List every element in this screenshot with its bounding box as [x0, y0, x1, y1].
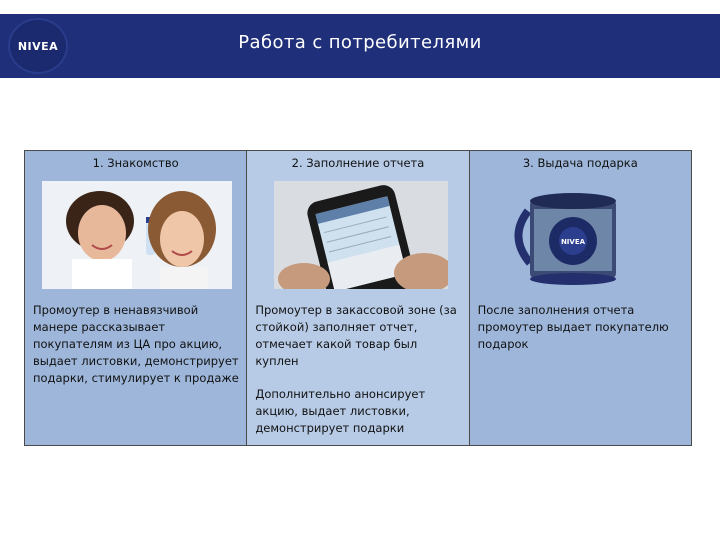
step-text: Дополнительно анонсирует акцию, выдает листовки, демонстрирует подарки: [255, 387, 426, 435]
step-heading: 1. Знакомство: [92, 156, 179, 170]
step-text: Промоутер в закассовой зоне (за стойкой) заполняет отчет, отмечает какой товар был куплен: [255, 303, 457, 368]
step-text: Промоутер в ненавязчивой манере рассказывает покупателям из ЦА про акцию, выдает листовки, демонстрирует подарки, стимулирует к продаже: [33, 303, 239, 385]
steps-table: [24, 150, 692, 446]
smartphone-photo: [274, 181, 448, 289]
step-heading: 2. Заполнение отчета: [291, 156, 425, 170]
step-column-2: [247, 151, 469, 445]
step-description: [255, 302, 462, 453]
step-column-3: [470, 151, 691, 445]
nivea-mug-photo: [510, 189, 630, 285]
step-text: После заполнения отчета промоутер выдает покупателю подарок: [477, 303, 669, 351]
logo-text: NIVEA: [17, 39, 59, 53]
header-bar: [0, 14, 720, 78]
svg-text:NIVEA: NIVEA: [560, 238, 585, 246]
step-column-1: [25, 151, 247, 445]
two-women-photo: [42, 181, 232, 289]
page-title: Работа с потребителями: [238, 32, 482, 53]
step-heading: 3. Выдача подарка: [522, 156, 638, 170]
step-description: [33, 302, 240, 403]
step-description: [478, 302, 685, 369]
